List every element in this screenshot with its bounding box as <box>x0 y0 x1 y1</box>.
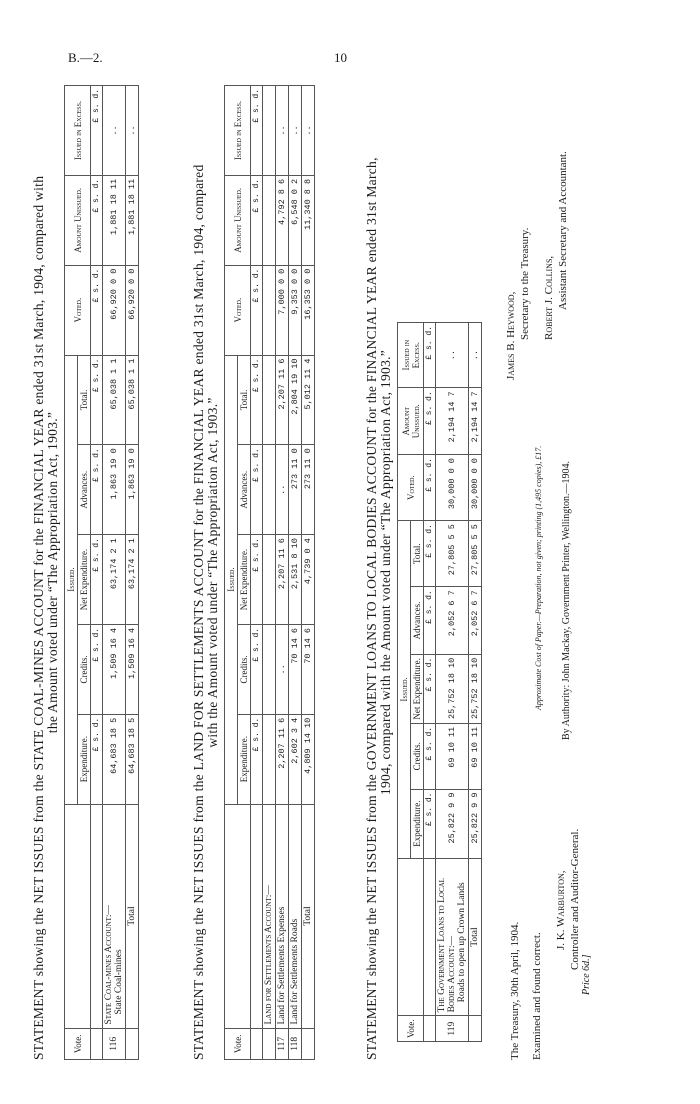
col-issued: Issued. <box>225 355 238 804</box>
row-label: Land for Settlements Expenses <box>276 804 289 1028</box>
table-row <box>436 323 469 1042</box>
col-excess: Issued in Excess. <box>398 323 424 388</box>
controller-name: J. K. Warburton, <box>555 870 567 950</box>
row-label: State Coal-mines <box>114 949 124 1015</box>
total-row <box>126 86 139 1060</box>
cell-net: 63,174 2 1 <box>126 535 139 625</box>
col-description <box>65 804 91 1028</box>
statement-land-settlements <box>192 85 315 1060</box>
cell-excess: .. <box>469 323 482 388</box>
cell-voted: 66,920 0 0 <box>103 265 126 355</box>
vote-number: 118 <box>289 1028 302 1059</box>
units-label: £ s. d. <box>251 714 263 804</box>
cell-total: 2,207 11 6 <box>276 355 289 445</box>
statement-local-bodies-loans <box>365 85 482 1060</box>
cell-total: 65,038 1 1 <box>103 355 126 445</box>
cell-excess: .. <box>126 86 139 176</box>
cell-expenditure: 25,822 9 9 <box>469 789 482 858</box>
cell-unissued: 1,881 18 11 <box>103 175 126 265</box>
col-credits: Credits. <box>411 723 424 789</box>
col-issued: Issued. <box>65 355 78 804</box>
statement-title <box>192 85 220 1060</box>
statement-title-lead: STATEMENT showing the NET ISSUES from the STATE COAL-MINES ACCOUNT for the FINANCIAL YEAR ended 31st March, 1904, compared with <box>31 175 46 1060</box>
statement-title-rest: with the Amount voted under “The Appropriation Act, 1903.” <box>205 397 220 748</box>
units-label: £ s. d. <box>91 445 103 535</box>
page-number: 10 <box>334 50 347 65</box>
cell-advances: 2,052 6 7 <box>469 587 482 654</box>
cell-excess: .. <box>289 86 302 176</box>
cell-unissued: 2,194 14 7 <box>469 388 482 455</box>
cell-unissued: 1,881 18 11 <box>126 175 139 265</box>
col-voted: Voted. <box>65 265 91 355</box>
cell-credits: 70 14 6 <box>289 624 302 714</box>
date-line: The Treasury, 30th April, 1904. <box>509 921 521 1060</box>
cell-expenditure: 64,683 18 5 <box>103 714 126 804</box>
cell-net: 2,531 8 10 <box>289 535 302 625</box>
statement-table <box>64 85 139 1060</box>
col-advances: Advances. <box>411 587 424 654</box>
total-label: Total <box>126 804 139 1028</box>
units-label: £ s. d. <box>91 714 103 804</box>
signature-block-left <box>508 829 582 1060</box>
page-identifier: B.—2. <box>68 50 103 65</box>
cell-unissued: 4,792 8 6 <box>276 175 289 265</box>
vote-number: 119 <box>436 1016 469 1042</box>
units-label: £ s. d. <box>424 323 436 388</box>
units-label: £ s. d. <box>424 388 436 455</box>
units-label: £ s. d. <box>424 723 436 789</box>
col-net-expenditure: Net Expenditure. <box>411 654 424 723</box>
col-vote: Vote. <box>65 1028 91 1059</box>
treasury-signatory-title: Secretary to the Treasury. <box>519 227 531 340</box>
treasury-signatory-name: James B. Heywood, <box>505 291 517 380</box>
cell-voted: 30,000 0 0 <box>436 455 469 521</box>
examined-line: Examined and found correct. <box>531 932 543 1060</box>
controller-title: Controller and Auditor-General. <box>569 828 581 970</box>
cell-voted: 7,000 0 0 <box>276 265 289 355</box>
statement-table <box>224 85 315 1060</box>
col-net-expenditure: Net Expenditure. <box>238 535 251 625</box>
cell-voted: 9,353 0 0 <box>289 265 302 355</box>
statement-table <box>397 322 482 1042</box>
cell-net: 2,207 11 6 <box>276 535 289 625</box>
col-expenditure: Expenditure. <box>238 714 251 804</box>
col-total: Total. <box>78 355 91 445</box>
units-label: £ s. d. <box>424 455 436 521</box>
cell-credits: 70 14 6 <box>302 624 315 714</box>
units-label: £ s. d. <box>251 535 263 625</box>
cell-total: 27,805 5 5 <box>436 521 469 587</box>
col-credits: Credits. <box>238 624 251 714</box>
cell-advances: 2,052 6 7 <box>436 587 469 654</box>
units-label: £ s. d. <box>251 445 263 535</box>
units-label: £ s. d. <box>251 175 263 265</box>
cell-total: 2,804 19 10 <box>289 355 302 445</box>
cell-credits: 69 10 11 <box>469 723 482 789</box>
col-unissued: Amount Unissued. <box>398 388 424 455</box>
accountant-name: Robert J. Collins, <box>543 255 555 340</box>
total-label: Total <box>469 858 482 1016</box>
cell-net: 4,739 0 4 <box>302 535 315 625</box>
cell-net: 63,174 2 1 <box>103 535 126 625</box>
col-total: Total. <box>411 521 424 587</box>
cost-note: Approximate Cost of Paper.—Preparation, not given; printing (1,495 copies), £17. <box>534 445 543 710</box>
units-label: £ s. d. <box>424 789 436 858</box>
col-total: Total. <box>238 355 251 445</box>
vote-number: 117 <box>276 1028 289 1059</box>
cell-advances: .. <box>276 445 289 535</box>
cell-unissued: 11,340 8 8 <box>302 175 315 265</box>
col-unissued: Amount Unissued. <box>65 175 91 265</box>
account-heading: The Government Loans to Local Bodies Account:— <box>437 878 457 1013</box>
units-label: £ s. d. <box>91 265 103 355</box>
cell-net: 25,752 18 10 <box>469 654 482 723</box>
cell-excess: .. <box>302 86 315 176</box>
cell-voted: 66,920 0 0 <box>126 265 139 355</box>
account-heading: Land for Settlements Account:— <box>263 804 276 1028</box>
statement-title <box>32 85 60 1060</box>
cell-credits: 1,509 16 4 <box>103 624 126 714</box>
statement-title-rest: 1904, compared with the Amount voted under “The Appropriation Act, 1903.” <box>378 349 393 796</box>
statement-title-rest: the Amount voted under “The Appropriation Act, 1903.” <box>45 411 60 734</box>
total-row <box>469 323 482 1042</box>
units-label: £ s. d. <box>251 355 263 445</box>
units-label: £ s. d. <box>251 624 263 714</box>
statement-title-lead: STATEMENT showing the NET ISSUES from the GOVERNMENT LOANS TO LOCAL BODIES ACCOUNT for the FINANCIAL YEAR ended 31st March, <box>364 157 379 1060</box>
cell-expenditure: 4,809 14 10 <box>302 714 315 804</box>
cell-expenditure: 64,683 18 5 <box>126 714 139 804</box>
cell-net: 25,752 18 10 <box>436 654 469 723</box>
units-label: £ s. d. <box>91 624 103 714</box>
cell-total: 27,805 5 5 <box>469 521 482 587</box>
total-label: Total <box>302 804 315 1028</box>
cell-unissued: 2,194 14 7 <box>436 388 469 455</box>
col-excess: Issued in Excess. <box>225 86 251 176</box>
cell-voted: 30,000 0 0 <box>469 455 482 521</box>
table-row <box>276 86 289 1060</box>
col-issued: Issued. <box>398 521 411 858</box>
cell-expenditure: 2,602 3 4 <box>289 714 302 804</box>
row-label: Roads to open up Crown Lands <box>457 882 467 1003</box>
units-label: £ s. d. <box>91 86 103 176</box>
cell-advances: 273 11 0 <box>302 445 315 535</box>
cell-advances: 1,863 19 0 <box>103 445 126 535</box>
col-voted: Voted. <box>398 455 424 521</box>
cell-voted: 16,353 0 0 <box>302 265 315 355</box>
units-label: £ s. d. <box>251 265 263 355</box>
statement-title-lead: STATEMENT showing the NET ISSUES from the LAND FOR SETTLEMENTS ACCOUNT for the FINANCIAL YEAR ended 31st March, 1904, compared <box>191 164 206 1060</box>
cell-excess: .. <box>103 86 126 176</box>
account-heading: State Coal-mines Account:— <box>104 905 114 1025</box>
col-vote: Vote. <box>398 1016 424 1042</box>
units-label: £ s. d. <box>424 521 436 587</box>
total-row <box>302 86 315 1060</box>
units-label: £ s. d. <box>91 535 103 625</box>
col-description <box>398 858 424 1016</box>
table-row <box>103 86 126 1060</box>
cell-credits: 69 10 11 <box>436 723 469 789</box>
vote-number: 116 <box>103 1028 126 1059</box>
cell-total: 65,038 1 1 <box>126 355 139 445</box>
printer-authority: By Authority: John Mackay, Government Printer, Wellington.—1904. <box>561 460 572 740</box>
cell-credits: .. <box>276 624 289 714</box>
col-expenditure: Expenditure. <box>78 714 91 804</box>
col-vote: Vote. <box>225 1028 251 1059</box>
cell-expenditure: 25,822 9 9 <box>436 789 469 858</box>
signature-block-right <box>504 151 570 380</box>
col-excess: Issued in Excess. <box>65 86 91 176</box>
accountant-title: Assistant Secretary and Accountant. <box>557 151 569 310</box>
cell-total: 5,012 11 4 <box>302 355 315 445</box>
units-label: £ s. d. <box>424 654 436 723</box>
cell-credits: 1,509 16 4 <box>126 624 139 714</box>
cell-excess: .. <box>436 323 469 388</box>
col-description <box>225 804 251 1028</box>
row-label: Land for Settlements Roads <box>289 804 302 1028</box>
table-row <box>289 86 302 1060</box>
statement-title <box>365 85 393 1060</box>
col-advances: Advances. <box>78 445 91 535</box>
cell-advances: 1,863 19 0 <box>126 445 139 535</box>
col-advances: Advances. <box>238 445 251 535</box>
cell-unissued: 6,548 0 2 <box>289 175 302 265</box>
price: Price 6d.] <box>581 954 592 995</box>
cell-excess: .. <box>276 86 289 176</box>
col-voted: Voted. <box>225 265 251 355</box>
cell-advances: 273 11 0 <box>289 445 302 535</box>
rotated-content <box>20 70 620 1080</box>
units-label: £ s. d. <box>424 587 436 654</box>
statement-coal-mines <box>32 85 139 1060</box>
col-unissued: Amount Unissued. <box>225 175 251 265</box>
col-expenditure: Expenditure. <box>411 789 424 858</box>
units-label: £ s. d. <box>251 86 263 176</box>
units-label: £ s. d. <box>91 355 103 445</box>
units-label: £ s. d. <box>91 175 103 265</box>
col-net-expenditure: Net Expenditure. <box>78 535 91 625</box>
cell-expenditure: 2,207 11 6 <box>276 714 289 804</box>
col-credits: Credits. <box>78 624 91 714</box>
